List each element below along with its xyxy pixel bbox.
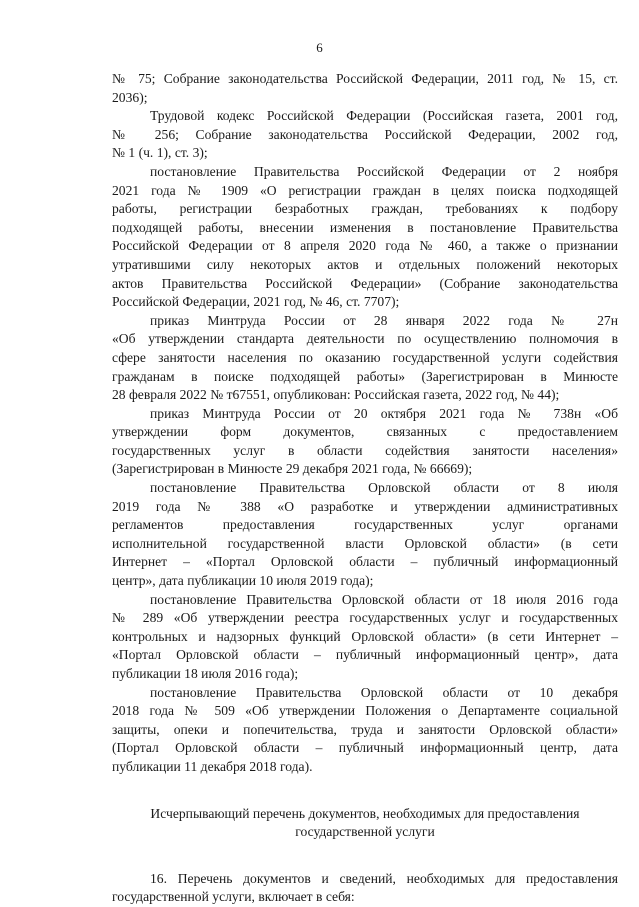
text-line: публикации 11 декабря 2018 года). bbox=[112, 758, 313, 774]
text-line: актов Правительства Российской Федерации» (Собрание законодательства bbox=[112, 275, 618, 291]
text-line: защиты, опеки и попечительства, труда и занятости Орловской области» bbox=[112, 721, 618, 737]
text-line: 2018 года № 509 «Об утверждении Положения о Департаменте социальной bbox=[112, 703, 618, 719]
text-line: Трудовой кодекс Российской Федерации (Российская газета, 2001 год, bbox=[150, 108, 618, 124]
heading-line: Исчерпывающий перечень документов, необходимых для предоставления bbox=[150, 805, 580, 821]
text-line: подходящей работы, внесении изменения в постановление Правительства bbox=[112, 219, 618, 235]
text-line: Интернет – «Портал Орловской области – публичный информационный bbox=[112, 554, 618, 570]
section-paragraph bbox=[112, 870, 618, 907]
text-line: (Зарегистрирован в Минюсте 29 декабря 2021 года, № 66669); bbox=[112, 461, 473, 477]
text-line: постановление Правительства Орловской области от 10 декабря bbox=[150, 684, 618, 700]
text-line: Российской Федерации от 8 апреля 2020 года № 460, а также о признании bbox=[112, 238, 618, 254]
document-body bbox=[112, 70, 618, 907]
text-line: № 75; Собрание законодательства Российской Федерации, 2011 год, № 15, ст. bbox=[112, 71, 618, 86]
legal-basis-list bbox=[112, 70, 618, 777]
text-line: государственных услуг в области содействия занятости населения» bbox=[112, 442, 618, 458]
page-number: 6 bbox=[316, 40, 323, 55]
text-line: работы, регистрации безработных граждан, требованиях к подбору bbox=[112, 201, 618, 217]
text-line: № 256; Собрание законодательства Российской Федерации, 2002 год, bbox=[112, 126, 618, 142]
text-line: утратившими силу некоторых актов и отдельных положений некоторых bbox=[112, 256, 618, 272]
text-line: «Портал Орловской области – публичный информационный центр», дата bbox=[112, 647, 618, 663]
text-line: 2021 года № 1909 «О регистрации граждан в целях поиска подходящей bbox=[112, 182, 618, 198]
text-line: № 1 (ч. 1), ст. 3); bbox=[112, 145, 208, 161]
text-line: гражданам в поиске подходящей работы» (Зарегистрирован в Минюсте bbox=[112, 368, 618, 384]
text-line: постановление Правительства Российской Федерации от 2 ноября bbox=[150, 163, 618, 179]
text-line: исполнительной государственной власти Орловской области» (в сети bbox=[112, 535, 618, 551]
text-line: государственной услуги, включает в себя: bbox=[112, 889, 355, 905]
text-line: 28 февраля 2022 № т67551, опубликован: Российская газета, 2022 год, № 44); bbox=[112, 387, 560, 403]
text-line: 16. Перечень документов и сведений, необходимых для предоставления bbox=[150, 870, 618, 886]
text-line: приказ Минтруда России от 20 октября 2021 года № 738н «Об bbox=[150, 405, 618, 421]
text-line: сфере занятости населения по оказанию государственной услуги содействия bbox=[112, 349, 618, 365]
text-line: Российской Федерации, 2021 год, № 46, ст. 7707); bbox=[112, 294, 400, 310]
text-line: контрольных и надзорных функций Орловской области» (в сети Интернет – bbox=[112, 628, 618, 644]
text-line: центр», дата публикации 10 июля 2019 года); bbox=[112, 573, 374, 589]
heading-line: государственной услуги bbox=[295, 824, 435, 840]
text-line: постановление Правительства Орловской области от 18 июля 2016 года bbox=[150, 591, 618, 607]
text-line: № 289 «Об утверждении реестра государственных услуг и государственных bbox=[112, 610, 618, 626]
text-line: 2036); bbox=[112, 89, 148, 105]
text-line: 2019 года № 388 «О разработке и утверждении административных bbox=[112, 498, 618, 514]
section-heading bbox=[112, 805, 618, 842]
text-line: постановление Правительства Орловской области от 8 июля bbox=[150, 480, 618, 496]
text-line: регламентов предоставления государственных услуг органами bbox=[112, 517, 618, 533]
text-line: публикации 18 июля 2016 года); bbox=[112, 666, 299, 681]
text-line: (Портал Орловской области – публичный информационный центр, дата bbox=[112, 740, 618, 756]
text-line: приказ Минтруда России от 28 января 2022 года № 27н bbox=[150, 312, 618, 328]
text-line: утверждении форм документов, связанных с предоставлением bbox=[112, 424, 618, 440]
text-line: «Об утверждении стандарта деятельности по осуществлению полномочия в bbox=[112, 331, 618, 347]
